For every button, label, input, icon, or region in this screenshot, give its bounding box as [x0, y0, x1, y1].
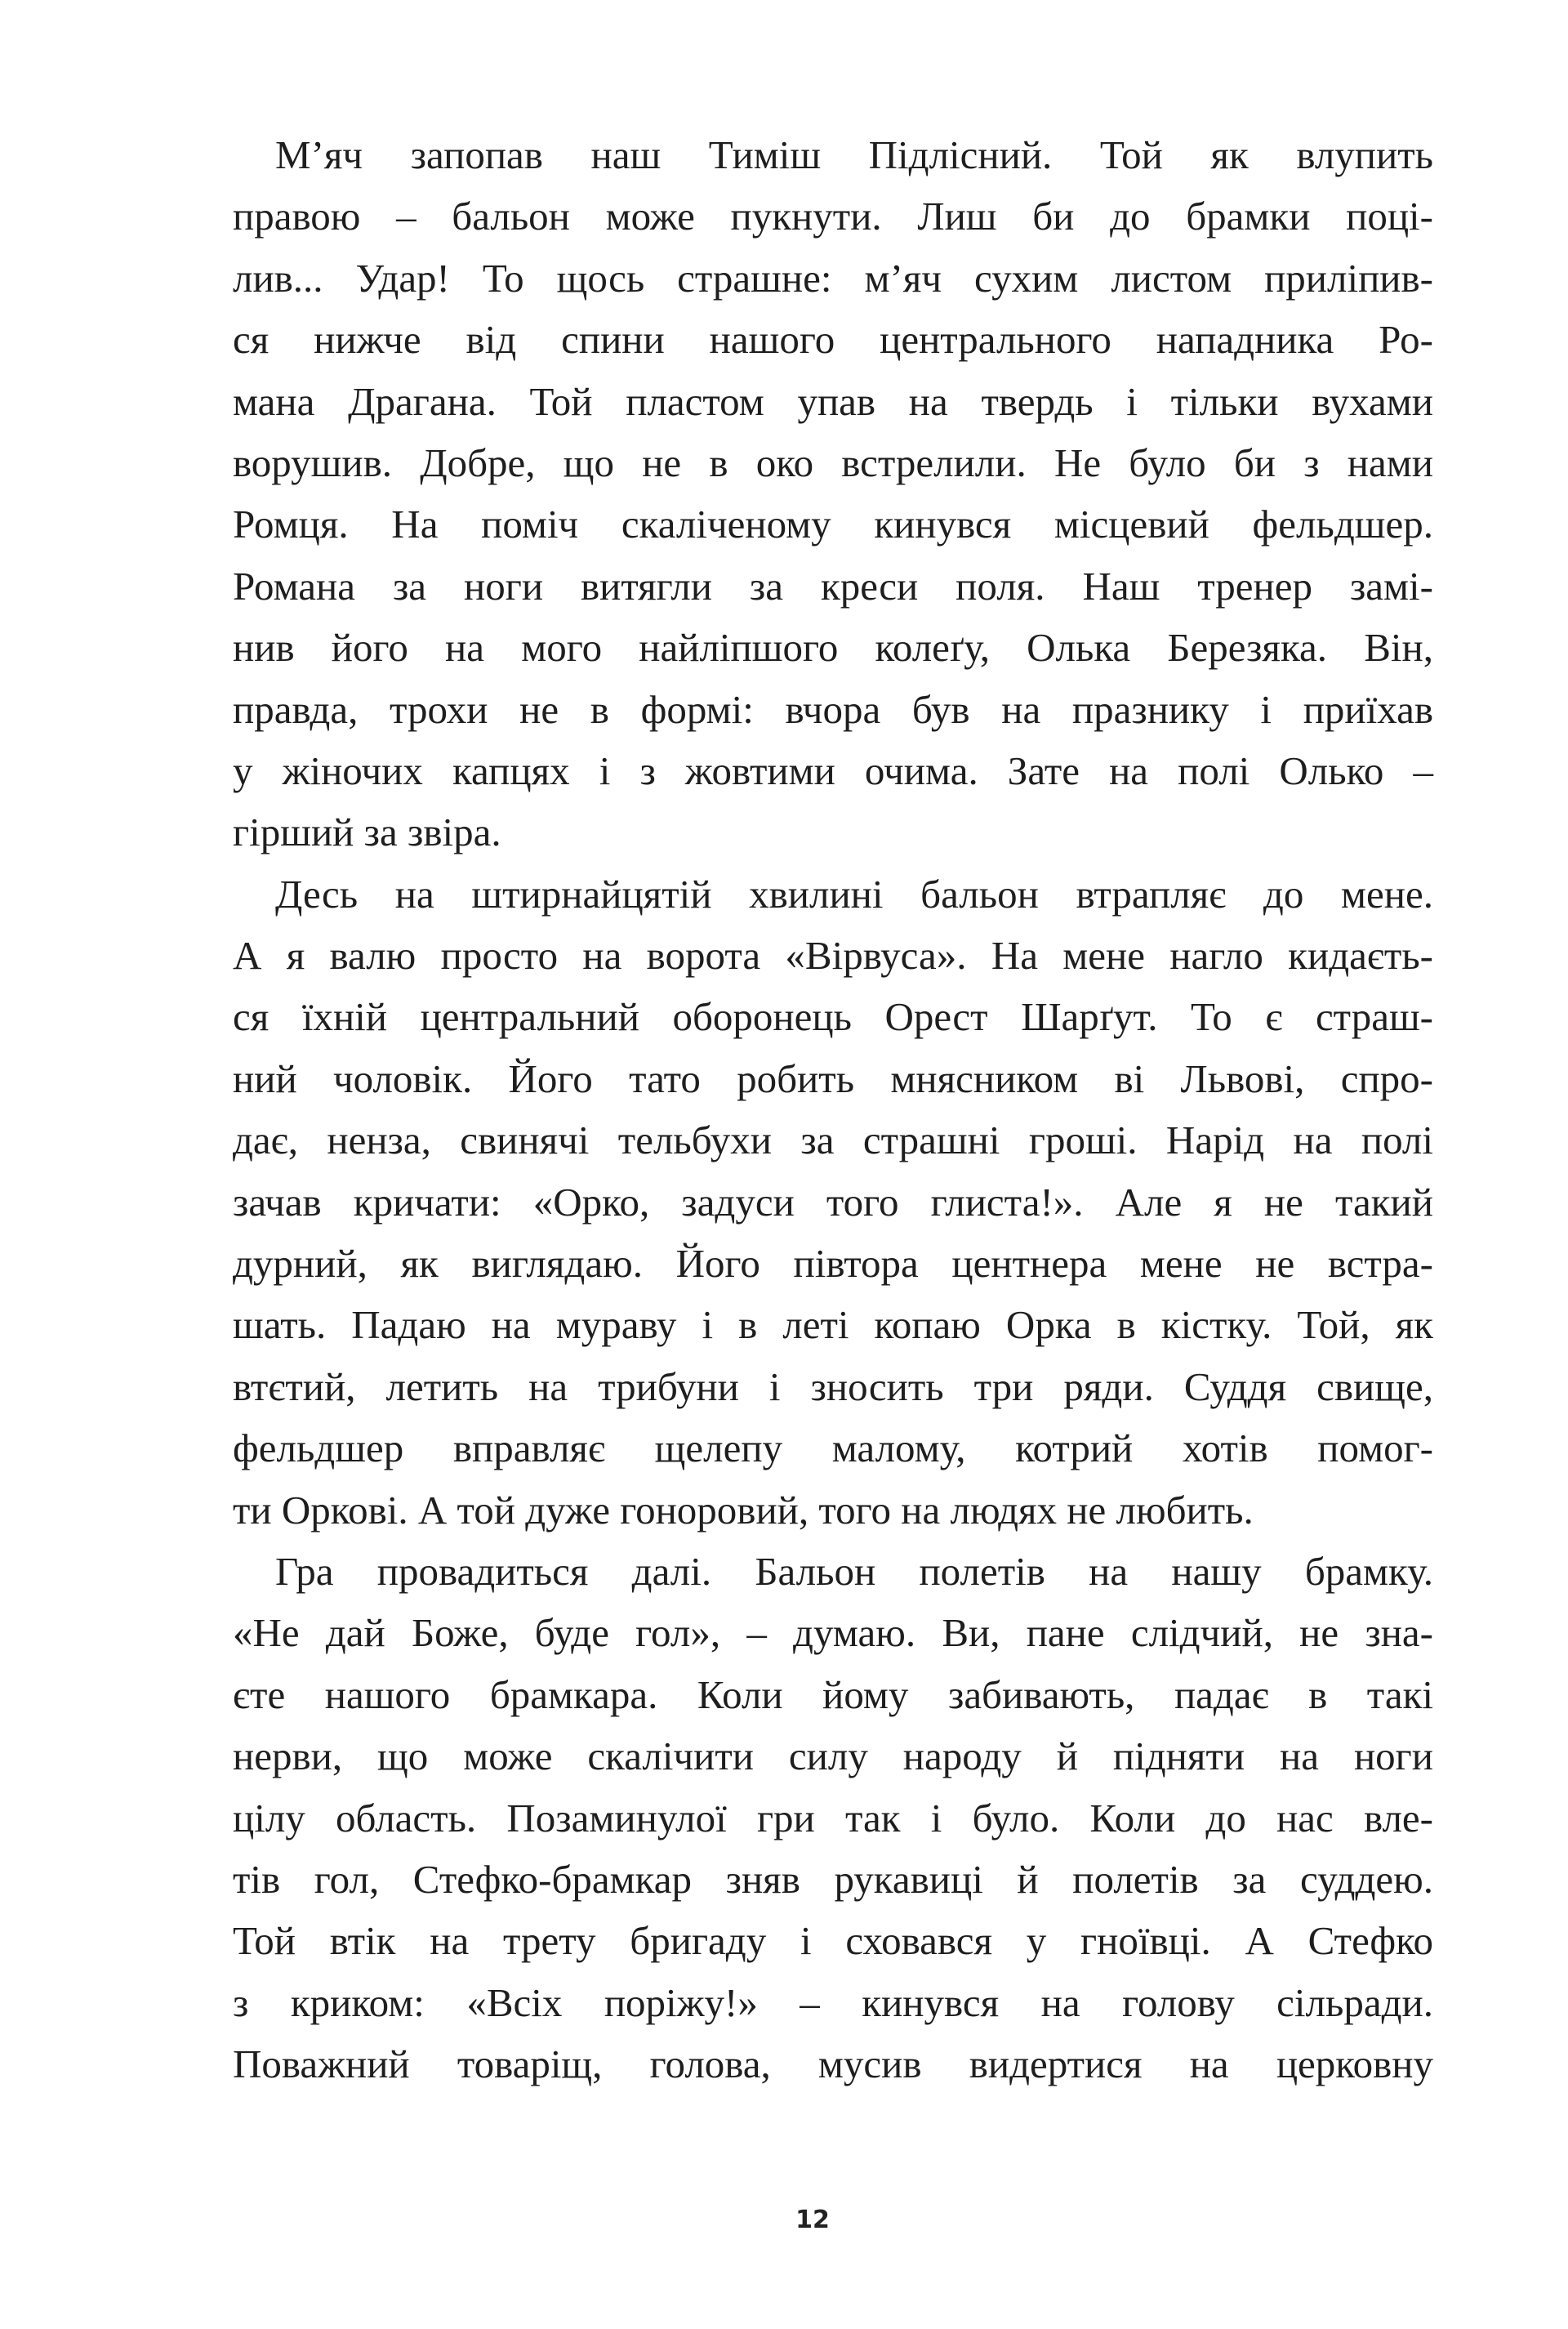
text-line: правою – бальон може пукнути. Лиш би до брамки поці- [233, 194, 1433, 239]
text-line: Той втік на трету бригаду і сховався у гноївці. А Стефко [233, 1918, 1433, 1964]
paragraph [233, 1541, 1433, 2095]
text-line: Гра провадиться далі. Бальон полетів на нашу брамку. [275, 1548, 1433, 1594]
text-line: дає, ненза, свинячі тельбухи за страшні гроші. Нарід на полі [233, 1118, 1433, 1163]
text-line: ти Оркові. А той дуже гоноровий, того на людях не любить. [233, 1487, 1254, 1533]
text-line: єте нашого брамкара. Коли йому забивають, падає в такі [233, 1671, 1433, 1717]
text-line: тів гол, Стефко-брамкар зняв рукавиці й полетів за суддею. [233, 1856, 1433, 1902]
text-line: «Не дай Боже, буде гол», – думаю. Ви, пане слідчий, не зна- [233, 1610, 1433, 1656]
text-line: ся їхній центральний оборонець Орест Шарґут. То є страш- [233, 994, 1433, 1040]
text-line: зачав кричати: «Орко, задуси того глиста!». Але я не такий [233, 1179, 1433, 1225]
text-line: нив його на мого найліпшого колеґу, Олька Березяка. Він, [233, 625, 1433, 671]
paragraph [233, 863, 1433, 1541]
text-line: правда, трохи не в формі: вчора був на празнику і приїхав [233, 686, 1433, 732]
text-line: Поважний товаріщ, голова, мусив видертися на церковну [233, 2041, 1433, 2087]
text-line: гірший за звіра. [233, 810, 501, 855]
text-line: М’яч запопав наш Тиміш Підлісний. Той як влупить [275, 132, 1433, 177]
page-body-text [233, 124, 1433, 2095]
text-line: дурний, як виглядаю. Його півтора центнера мене не встра- [233, 1241, 1433, 1287]
text-line: А я валю просто на ворота «Вірвуса». На мене нагло кидаєть- [233, 933, 1433, 979]
text-line: лив... Удар! То щось страшне: м’яч сухим листом приліпив- [233, 255, 1433, 301]
text-line: Десь на штирнайцятій хвилині бальон втрапляє до мене. [275, 871, 1433, 917]
text-line: ворушив. Добре, що не в око встрелили. Не було би з нами [233, 439, 1433, 485]
text-line: Ромця. На поміч скаліченому кинувся місцевий фельдшер. [233, 502, 1433, 547]
text-line: мана Драгана. Той пластом упав на твердь і тільки вухами [233, 378, 1433, 424]
text-line: ся нижче від спини нашого центрального нападника Ро- [233, 317, 1433, 363]
page-number: 12 [795, 2206, 830, 2234]
text-line: цілу область. Позаминулої гри так і було. Коли до нас вле- [233, 1795, 1433, 1840]
text-line: втєтий, летить на трибуни і зносить три ряди. Суддя свище, [233, 1363, 1433, 1409]
text-line: нерви, що може скалічити силу народу й підняти на ноги [233, 1733, 1433, 1779]
text-line: у жіночих капцях і з жовтими очима. Зате на полі Олько – [233, 747, 1433, 793]
text-line: ний чоловік. Його тато робить мнясником ві Львові, спро- [233, 1055, 1433, 1101]
text-line: шать. Падаю на мураву і в леті копаю Орка в кістку. Той, як [233, 1302, 1433, 1348]
text-line: Романа за ноги витягли за креси поля. Наш тренер замі- [233, 563, 1433, 609]
text-line: фельдшер вправляє щелепу малому, котрий хотів помог- [233, 1426, 1433, 1471]
text-line: з криком: «Всіх поріжу!» – кинувся на голову сільради. [233, 1979, 1433, 2025]
paragraph [233, 124, 1433, 863]
